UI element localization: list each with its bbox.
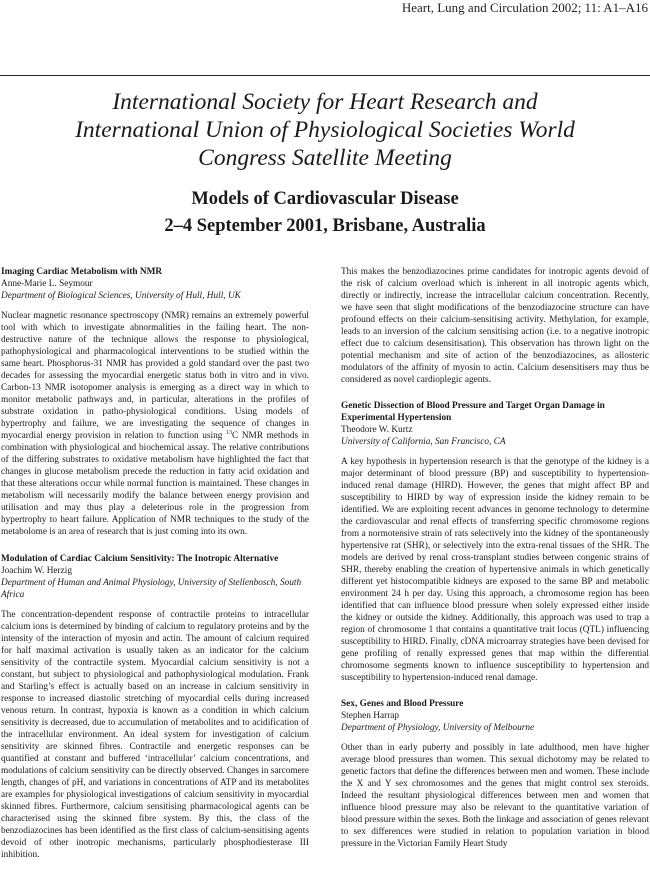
abstract-title: Sex, Genes and Blood Pressure bbox=[341, 699, 464, 709]
meeting-subtitle bbox=[0, 186, 650, 240]
abstract-author: Anne-Marie L. Seymour bbox=[1, 279, 93, 289]
abstract-text: Nuclear magnetic resonance spectroscopy (NMR) remains an extremely powerful tool with which to investigate abnormalities in the failing heart. The non-destructive nature of the technique allows the response to physiological, pathophysiological and pharmacological interventions to be studied within the same heart. Phosphorus-31 NMR has provided a gold standard over the past two decades for assessing the myocardial energetic status both in vitro and in vivo. Carbon-13 NMR isotopomer analysis is emerging as a direct way in which to monitor metabolic pathways and, in particular, alterations in the profiles of substrate oxidation in patho-physiological conditions. Using models of hypertrophy and failure, we are investigating the sequence of changes in myocardial energy provision in relation to function using bbox=[1, 311, 309, 441]
title-line: International Union of Physiological Societies World bbox=[75, 117, 575, 143]
header-rule bbox=[0, 75, 650, 76]
abstract-affiliation: University of California, San Francisco, CA bbox=[341, 437, 506, 447]
abstract-continuation: This makes the benzodiazocines prime candidates for inotropic agents devoid of the risk of calcium overload which is inherent in all inotropic agents which, directly or indirectly, increase the intracellular calcium concentration. Recently, we have seen that slight modifications of the benzodiazocine structure can have profound effects on their calcium-sensitising activity. Methylation, for example, leads to an inversion of the calcium sensitising action (i.e. to a negative inotropic effect due to calcium desensitisation). This observation has thrown light on the potential mechanism and site of action of the benzodiazocines, as allosteric modulators of the affinity of myosin to actin. Calcium desensitisers may thus be considered as novel cardioplegic agents. bbox=[341, 267, 649, 385]
abstract-title: Genetic Dissection of Blood Pressure and Target Organ Damage in Experimental Hypertension bbox=[341, 401, 605, 423]
abstract-body: Other than in early puberty and possibly in late adulthood, men have higher average blood pressures than women. This sexual dichotomy may be related to genetic factors that define the differences between men and women. These include the X and Y sex chromosomes and the genes that might control sex steroids. Indeed the resultant physiological differences between men and women that influence blood pressure may also be relevant to the quantitative variation of blood pressure within the sexes. Both the linkage and association of genes relevant to sex differences were studied in relation to population variation in blood pressure in the Victorian Family Heart Study bbox=[341, 743, 650, 849]
abstract-title: Imaging Cardiac Metabolism with NMR bbox=[1, 267, 163, 277]
abstract-author: Stephen Harrap bbox=[341, 711, 400, 721]
abstract-body bbox=[1, 310, 309, 538]
abstract-author: Joachim W. Herzig bbox=[1, 566, 73, 576]
abstract-calcium bbox=[1, 553, 309, 861]
abstract-title: Modulation of Cardiac Calcium Sensitivity: The Inotropic Alternative bbox=[1, 554, 279, 564]
running-head: Heart, Lung and Circulation 2002; 11: A1–A16 bbox=[401, 0, 648, 15]
abstract-body: A key hypothesis in hypertension research is that the genotype of the kidney is a major determinant of blood pressure (BP) and susceptibility to hypertension-induced renal damage (HIRD). However, the genes that might affect BP and susceptibility to HIRD by way of expression inside the kidney remain to be identified. We are exploiting recent advances in genome technology to determine the cardiovascular and renal effects of transferring specific chromosome regions from a normotensive strain of rats selectively into the kidney of the spontaneously hypertensive rat (SHR), or selectively into the extra-renal tissues of the SHR. The models are derived by renal cross-transplant studies between congenic strains of SHR, thereby enabling the creation of hypertensive animals in which genetically different yet histocompatible kidneys are exposed to the same BP and metabolic environment 24 h per day. Using this approach, a chromosome region has been identified that can influence blood pressure when solely expressed either inside the kidney or outside the kidney. Additionally, this approach was used to trap a region of chromosome 1 that contains a quantitative trait locus (QTL) influencing susceptibility to HIRD. Finally, cDNA microarray strategies have been devised for gene profiling of renally expressed genes that map within the differential chromosome segments known to influence susceptibility to hypertension and susceptibility to hypertension-induced renal damage. bbox=[341, 457, 649, 683]
abstract-affiliation: Department of Biological Sciences, University of Hull, Hull, UK bbox=[1, 291, 241, 301]
abstract-affiliation: Department of Physiology, University of Melbourne bbox=[341, 723, 535, 733]
meeting-title bbox=[0, 88, 650, 172]
abstract-text: C NMR methods in combination with physiological and biochemical assay. The relative contributions of the differing substrates to oxidative metabolism have highlighted the fact that changes in glucose metabolism precede the reduction in fatty acid oxidation and that these alterations occur while normal function is maintained. These changes in metabolism will necessarily modify the balance between energy provision and utilisation and may thus play a deleterious role in the progression from hypertrophy to heart failure. Application of NMR techniques to the study of the metabolome is an area of research that is just coming into its own. bbox=[1, 431, 309, 537]
right-column bbox=[341, 266, 649, 850]
subtitle-date-place: 2–4 September 2001, Brisbane, Australia bbox=[164, 216, 486, 236]
isotope-superscript: 13 bbox=[226, 429, 233, 436]
abstract-body: The concentration-dependent response of contractile proteins to intracellular calcium ions is determined by binding of calcium to regulatory proteins and by the intensity of the interaction of myosin and actin. The amount of calcium required for half maximal activation is usually taken as an indicator for the calcium sensitivity of the contractile system. Myocardial calcium sensitivity is not a constant, but subject to physiological and pathophysiological modulation. Frank and Starling’s effect is actually based on an increase in calcium sensitivity in response to increased diastolic stretching of myocardial cells during increased venous return. In contrast, hypoxia is known as a condition in which calcium sensitivity is decreased, due to accumulation of metabolites and to acidification of the intracellular environment. An ideal system for investigation of calcium sensitivity are skinned fibres. Contractile and energetic responses can be quantified at constant and buffered ‘intracellular’ calcium concentrations, and modulations of calcium sensitivity can be directly observed. Changes in sarcomere length, changes of pH, and variations in concentrations of ATP and its metabolites are examples for physiological investigations of calcium sensitivity in myocardial skinned fibres. Furthermore, calcium sensitising pharmacological agents can be characterised using the skinned fibre system. By this, the class of the benzodiazocines has been identified as the first class of calcium-sensitising agents devoid of other inotropic mechanisms, particularly phosphodiesterase III inhibition. bbox=[1, 610, 310, 860]
title-line: Congress Satellite Meeting bbox=[198, 145, 452, 171]
abstract-author: Theodore W. Kurtz bbox=[341, 425, 413, 435]
subtitle-theme: Models of Cardiovascular Disease bbox=[191, 189, 459, 209]
abstract-nmr bbox=[1, 266, 309, 538]
title-line: International Society for Heart Research and bbox=[112, 89, 538, 115]
abstract-affiliation: Department of Human and Animal Physiology, University of Stellenbosch, South Africa bbox=[1, 578, 302, 600]
abstract-genetic bbox=[341, 400, 649, 684]
left-column bbox=[1, 266, 309, 861]
abstract-sex-genes bbox=[341, 698, 649, 850]
